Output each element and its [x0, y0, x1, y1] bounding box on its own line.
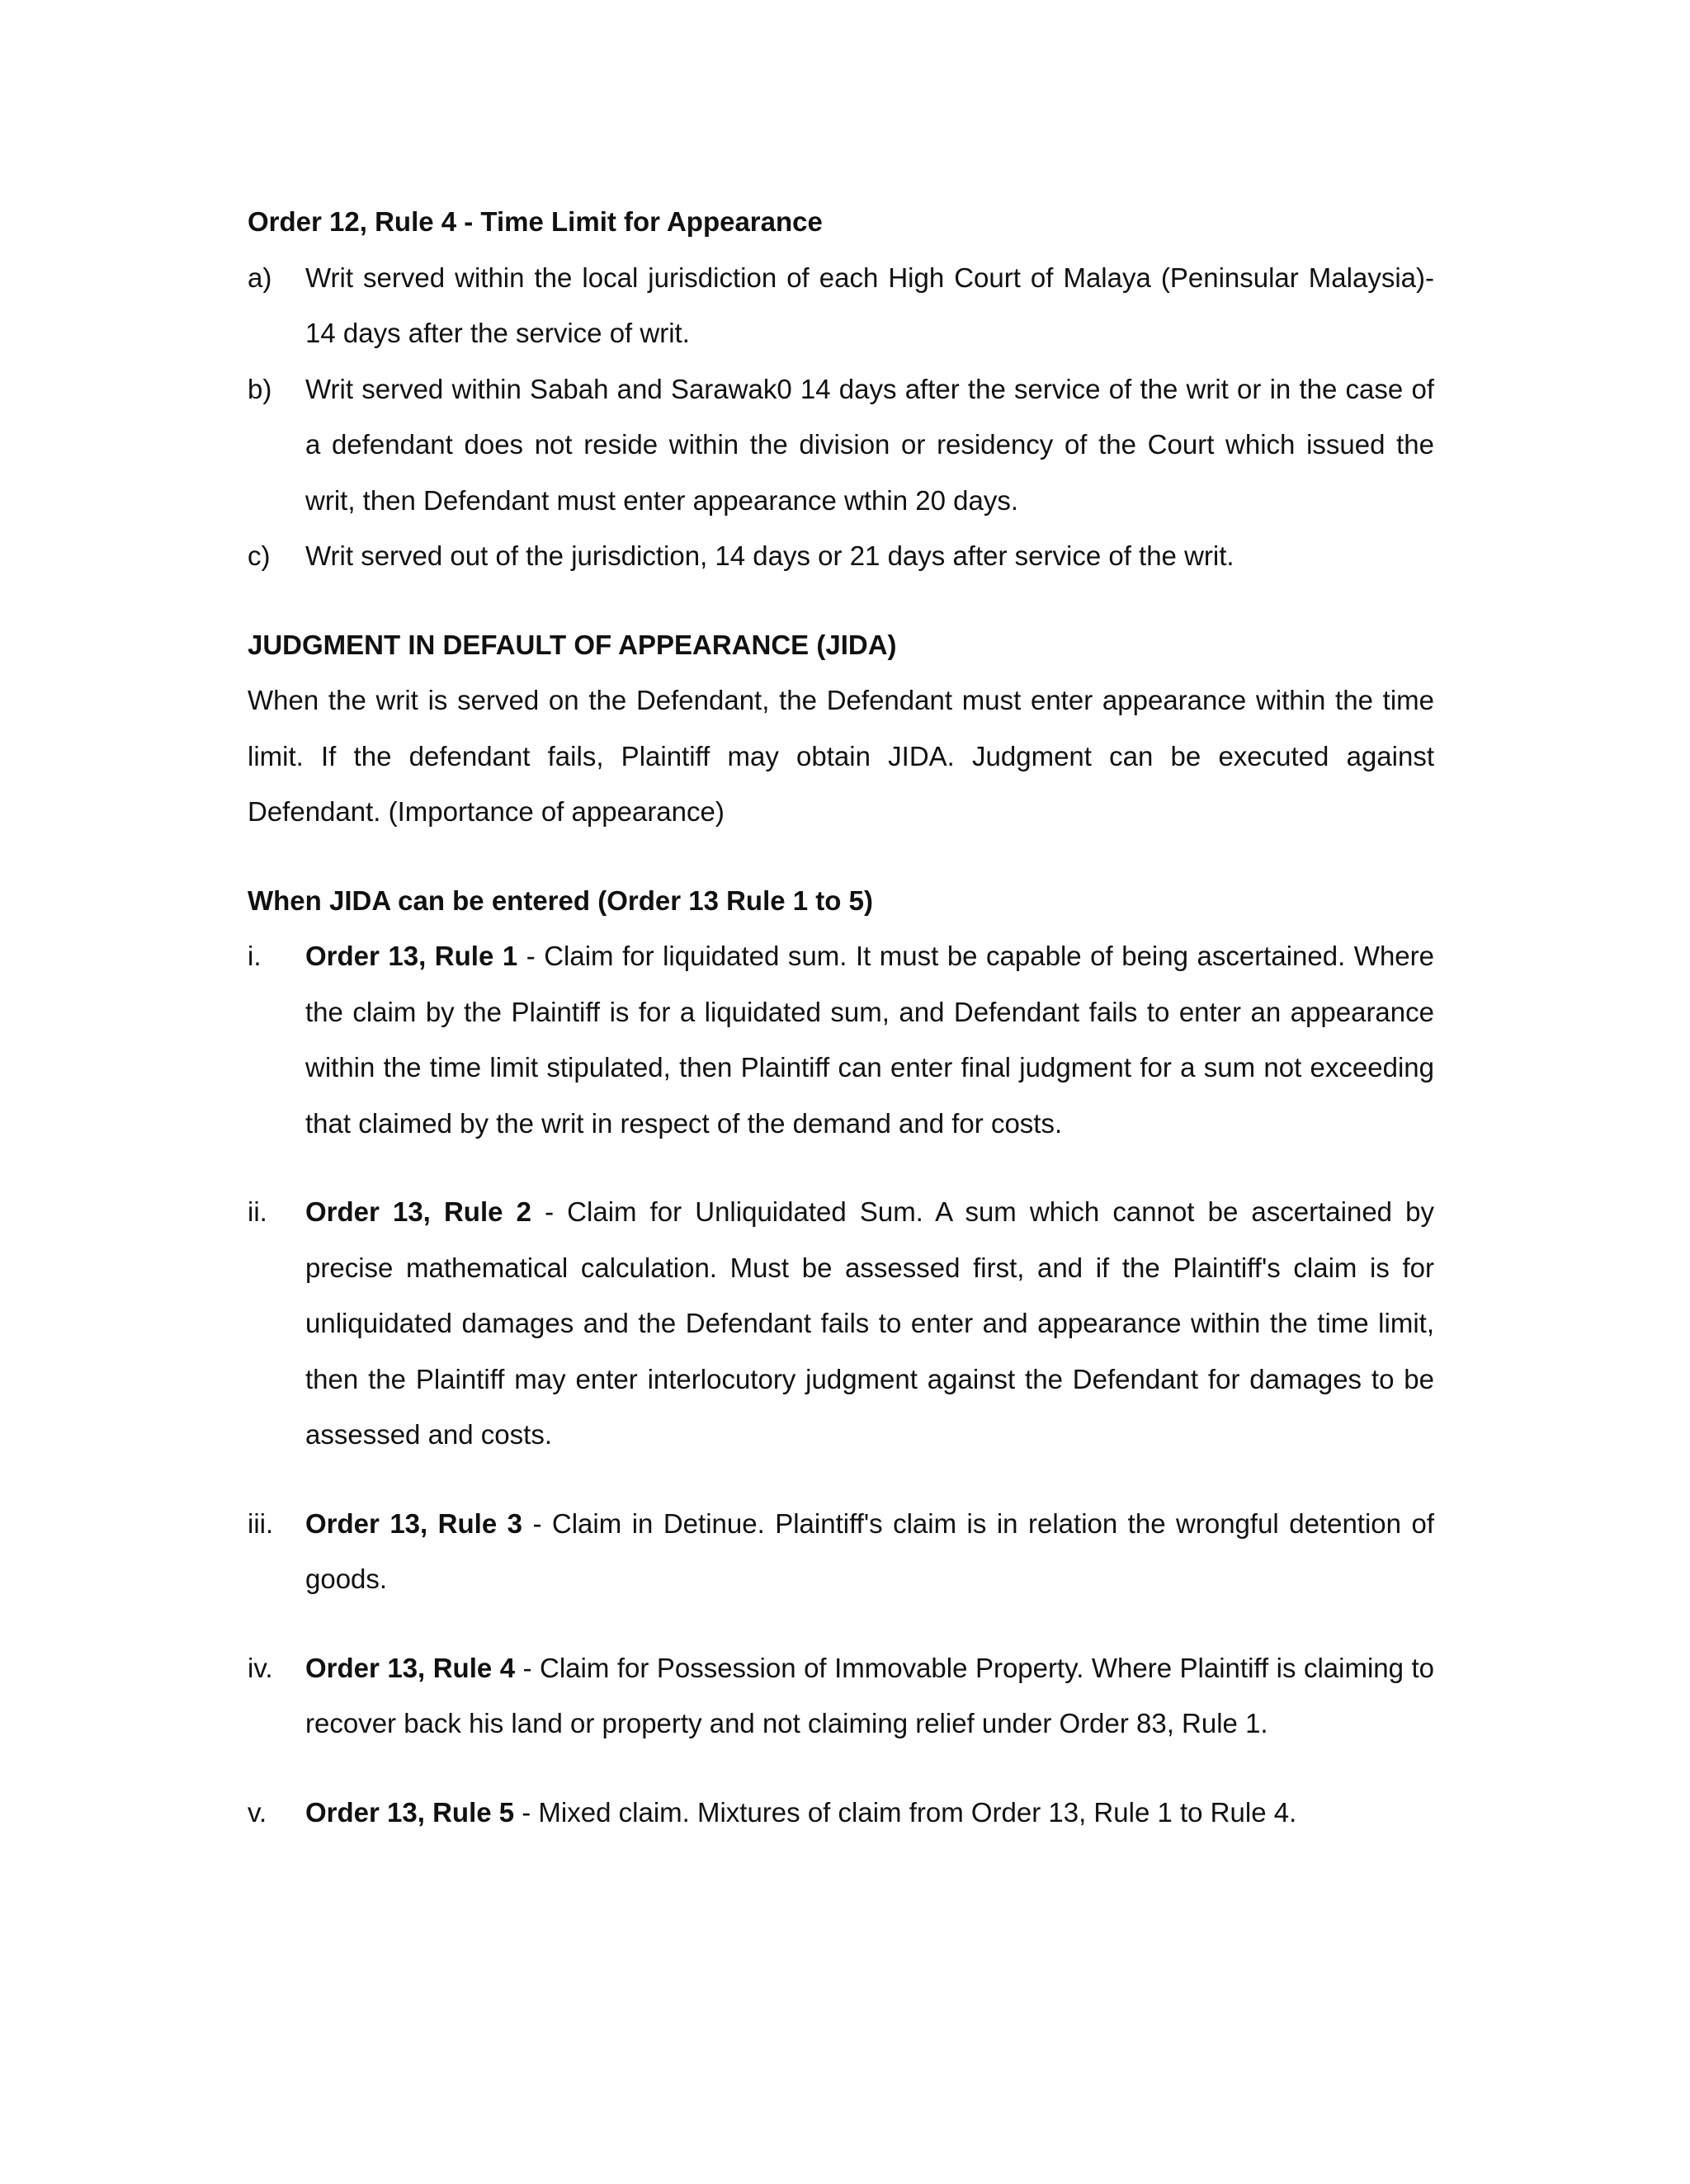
paragraph-jida: When the writ is served on the Defendant, the Defendant must enter appearance within the time limit. If the defendant fails, Plaintiff may obtain JIDA. Judgment can be executed against Defendant. (Importance of appearance) — [248, 685, 1434, 827]
rule-reference: Order 13, Rule 4 — [305, 1652, 516, 1683]
list-marker: b) — [248, 373, 272, 404]
rule-reference: Order 13, Rule 2 — [305, 1196, 531, 1227]
list-item-ii — [248, 1184, 1434, 1463]
section-heading-time-limit: Order 12, Rule 4 - Time Limit for Appearance — [248, 206, 823, 237]
spacer — [248, 1151, 1434, 1184]
list-item-iv — [248, 1640, 1434, 1752]
list-item-body — [305, 1785, 1434, 1841]
list-item-text: - Claim for Unliquidated Sum. A sum which cannot be ascertained by precise mathematical calculation. Must be assessed first, and if the Plaintiff's claim is for unliquidated damages and the Defendant fails to enter and appearance within the time limit, then the Plaintiff may enter interlocutory judgment against the Defendant for damages to be assessed and costs. — [305, 1196, 1434, 1450]
spacer — [248, 1607, 1434, 1640]
list-item-c — [248, 528, 1434, 584]
list-item-body — [305, 1184, 1434, 1463]
spacer — [248, 840, 1434, 873]
rule-reference: Order 13, Rule 3 — [305, 1507, 522, 1539]
list-item-v — [248, 1785, 1434, 1841]
list-item-text: Writ served within the local jurisdiction of each High Court of Malaya (Peninsular Malaysia)- 14 days after the service of writ. — [305, 262, 1434, 348]
list-item-iii — [248, 1496, 1434, 1607]
list-item-b — [248, 361, 1434, 529]
section-heading-jida: JUDGMENT IN DEFAULT OF APPEARANCE (JIDA) — [248, 629, 897, 660]
list-marker: i. — [248, 941, 262, 971]
spacer — [248, 1752, 1434, 1785]
list-item-i — [248, 928, 1434, 1151]
list-marker: a) — [248, 262, 272, 293]
list-item-text: - Claim for liquidated sum. It must be capable of being ascertained. Where the claim by the Plaintiff is for a liquidated sum, and Defendant fails to enter an appearance within the time limit stipulated, then Plaintiff can enter final judgment for a sum not exceeding that claimed by the writ in respect of the demand and for costs. — [305, 941, 1434, 1139]
list-item-text: Writ served out of the jurisdiction, 14 days or 21 days after service of the writ. — [305, 540, 1234, 571]
spacer — [248, 584, 1434, 617]
list-item-a — [248, 250, 1434, 361]
list-item-text: - Claim in Detinue. Plaintiff's claim is in relation the wrongful detention of goods. — [305, 1507, 1434, 1594]
list-marker: iii. — [248, 1507, 274, 1539]
list-marker: v. — [248, 1796, 267, 1828]
list-item-text: - Claim for Possession of Immovable Property. Where Plaintiff is claiming to recover back his land or property and not claiming relief under Order 83, Rule 1. — [305, 1652, 1434, 1738]
section-heading-when-jida: When JIDA can be entered (Order 13 Rule 1 to 5) — [248, 884, 873, 916]
list-marker: iv. — [248, 1652, 273, 1683]
document-page — [248, 194, 1434, 1840]
list-marker: c) — [248, 540, 271, 571]
rule-reference: Order 13, Rule 5 — [305, 1796, 515, 1828]
list-item-text: Writ served within Sabah and Sarawak0 14 days after the service of the writ or in the case of a defendant does not reside within the division or residency of the Court which issued the writ, then Defendant must enter appearance wthin 20 days. — [305, 373, 1434, 516]
list-item-body — [305, 1496, 1434, 1607]
list-marker: ii. — [248, 1196, 267, 1227]
list-item-text: - Mixed claim. Mixtures of claim from Order 13, Rule 1 to Rule 4. — [514, 1796, 1297, 1828]
list-item-body — [305, 1640, 1434, 1752]
rule-reference: Order 13, Rule 1 — [305, 941, 518, 971]
spacer — [248, 1463, 1434, 1496]
list-item-body — [305, 928, 1434, 1151]
